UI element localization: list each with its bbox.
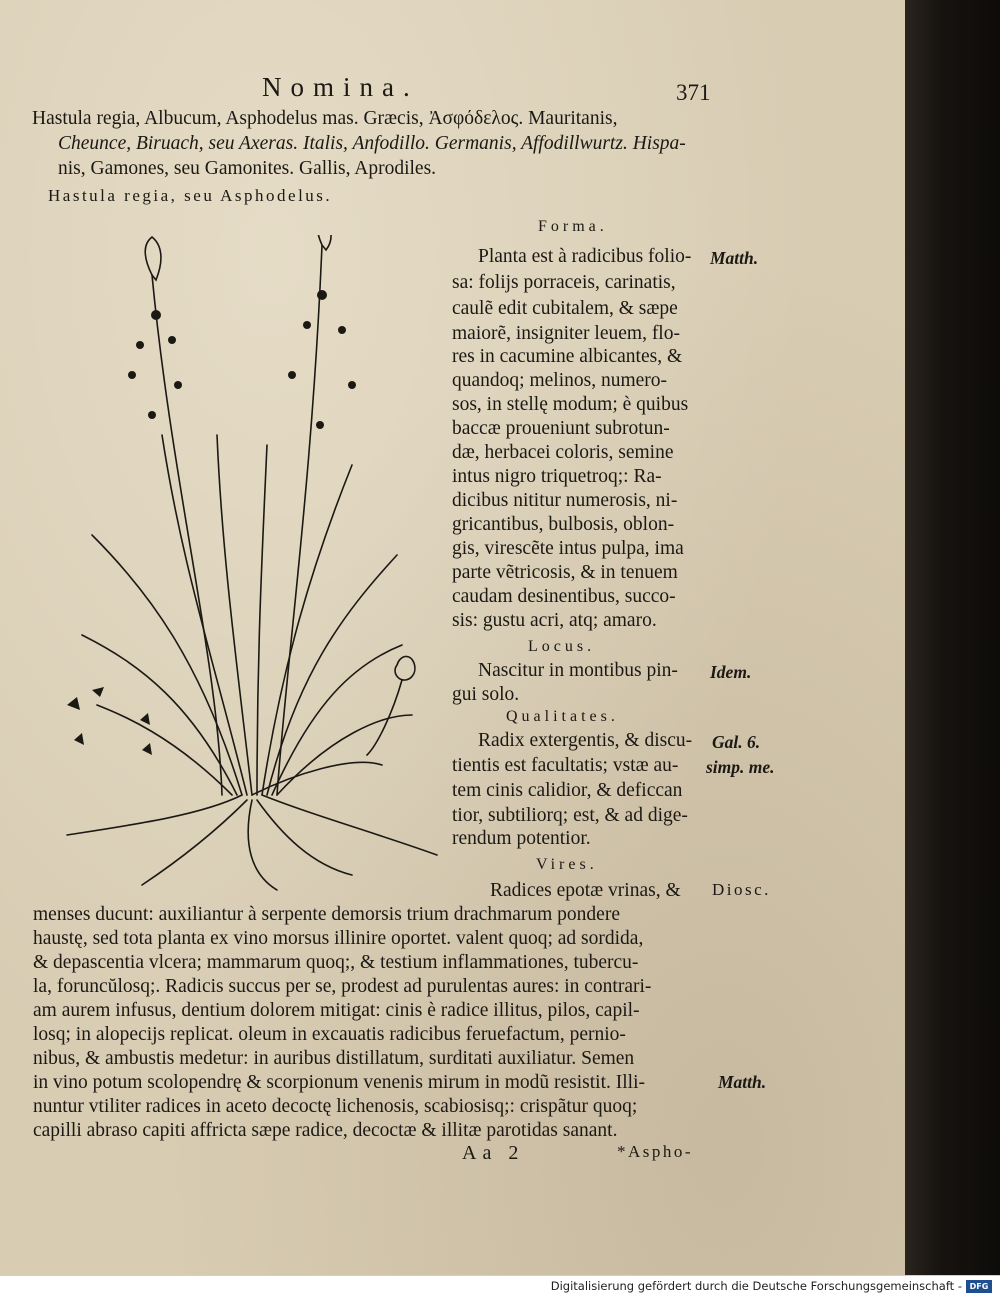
- section-heading-forma: Forma.: [538, 218, 608, 235]
- forma-line: baccæ proueniunt subrotun-: [452, 418, 670, 439]
- footer-bar: [0, 1275, 1000, 1298]
- qualitates-line: tientis est facultatis; vstæ au-: [452, 755, 679, 776]
- qualitates-line: tem cinis calidior, & deficcan: [452, 780, 683, 801]
- vires-first-line: Radices epotæ vrinas, &: [490, 880, 681, 901]
- forma-line: dicibus nititur numerosis, ni-: [452, 490, 678, 511]
- forma-line: quandoq; melinos, numero-: [452, 370, 668, 391]
- signature-mark: Aa 2: [462, 1142, 525, 1164]
- margin-note-gal: Gal. 6.: [712, 732, 761, 752]
- forma-line: parte vẽtricosis, & in tenuem: [452, 562, 678, 583]
- figure-caption: Hastula regia, seu Asphodelus.: [48, 186, 333, 205]
- margin-note-matth-2: Matth.: [718, 1072, 767, 1092]
- page-number: 371: [676, 80, 711, 105]
- margin-note-matth: Matth.: [710, 248, 759, 268]
- vires-line: haustę, sed tota planta ex vino morsus illinire oportet. valent quoq; ad sordida,: [33, 928, 644, 949]
- vires-line: la, foruncŭlosq;. Radicis succus per se, prodest ad purulentas aures: in contrari-: [33, 976, 652, 997]
- forma-line: dæ, herbacei coloris, semine: [452, 442, 674, 463]
- forma-line: intus nigro triquetroq;: Ra-: [452, 466, 662, 487]
- section-heading-qualitates: Qualitates.: [506, 708, 619, 725]
- forma-line: gricantibus, bulbosis, oblon-: [452, 514, 675, 535]
- asphodel-plant-woodcut: [52, 235, 447, 895]
- vires-line: nibus, & ambustis medetur: in auribus distillatum, surditati auxiliatur. Semen: [33, 1048, 635, 1069]
- funding-notice: Digitalisierung gefördert durch die Deutsche Forschungsgemeinschaft -: [550, 1279, 962, 1293]
- vires-line: losq; in alopecijs replicat. oleum in excauatis radicibus feruefactum, pernio-: [33, 1024, 626, 1045]
- qualitates-line: tior, subtiliorq; est, & ad dige-: [452, 805, 688, 826]
- margin-note-idem: Idem.: [710, 662, 752, 682]
- nomina-line-3: nis, Gamones, seu Gamonites. Gallis, Aprodiles.: [58, 158, 437, 179]
- page-header: Nomina.: [262, 72, 419, 102]
- forma-line: maiorẽ, insigniter leuem, flo-: [452, 323, 680, 344]
- locus-line: Nascitur in montibus pin-: [478, 660, 678, 681]
- qualitates-line: rendum potentior.: [452, 828, 591, 849]
- vires-line: & depascentia vlcera; mammarum quoq;, & testium inflammationes, tubercu-: [33, 952, 639, 973]
- margin-note-diosc: Diosc.: [712, 880, 771, 899]
- book-spine-shadow: [905, 0, 1000, 1275]
- section-heading-locus: Locus.: [528, 638, 596, 655]
- forma-line: sa: folijs porraceis, carinatis,: [452, 272, 676, 293]
- forma-line: sos, in stellę modum; è quibus: [452, 394, 689, 415]
- vires-line: menses ducunt: auxiliantur à serpente demorsis trium drachmarum pondere: [33, 904, 620, 925]
- forma-line: caulẽ edit cubitalem, & sæpe: [452, 298, 678, 319]
- vires-line: capilli abraso capiti affricta sæpe radice, decoctæ & illitæ parotidas sanant.: [33, 1120, 618, 1141]
- locus-line: gui solo.: [452, 684, 520, 705]
- forma-line: sis: gustu acri, atq; amaro.: [452, 610, 657, 631]
- forma-line: caudam desinentibus, succo-: [452, 586, 676, 607]
- catchword: *Aspho-: [617, 1142, 694, 1161]
- dfg-logo: DFG: [966, 1280, 992, 1293]
- qualitates-line: Radix extergentis, & discu-: [478, 730, 693, 751]
- forma-line: res in cacumine albicantes, &: [452, 346, 683, 367]
- nomina-line-1: Hastula regia, Albucum, Asphodelus mas. Græcis, Ἀσφόδελος. Mauritanis,: [32, 108, 618, 129]
- nomina-line-2: Cheunce, Biruach, seu Axeras. Italis, Anfodillo. Germanis, Affodillwurtz. Hispa-: [58, 133, 686, 154]
- forma-line: gis, virescẽte intus pulpa, ima: [452, 538, 684, 559]
- section-heading-vires: Vires.: [536, 856, 598, 873]
- vires-line: am aurem infusus, dentium dolorem mitigat: cinis è radice illitus, pilos, capil-: [33, 1000, 640, 1021]
- vires-line: in vino potum scolopendrę & scorpionum venenis mirum in modũ resistit. Illi-: [33, 1072, 646, 1093]
- forma-line: Planta est à radicibus folio-: [478, 246, 692, 267]
- margin-note-simp: simp. me.: [706, 757, 775, 777]
- vires-line: nuntur vtiliter radices in aceto decoctę lichenosis, scabiosisq;: crispãtur quoq;: [33, 1096, 638, 1117]
